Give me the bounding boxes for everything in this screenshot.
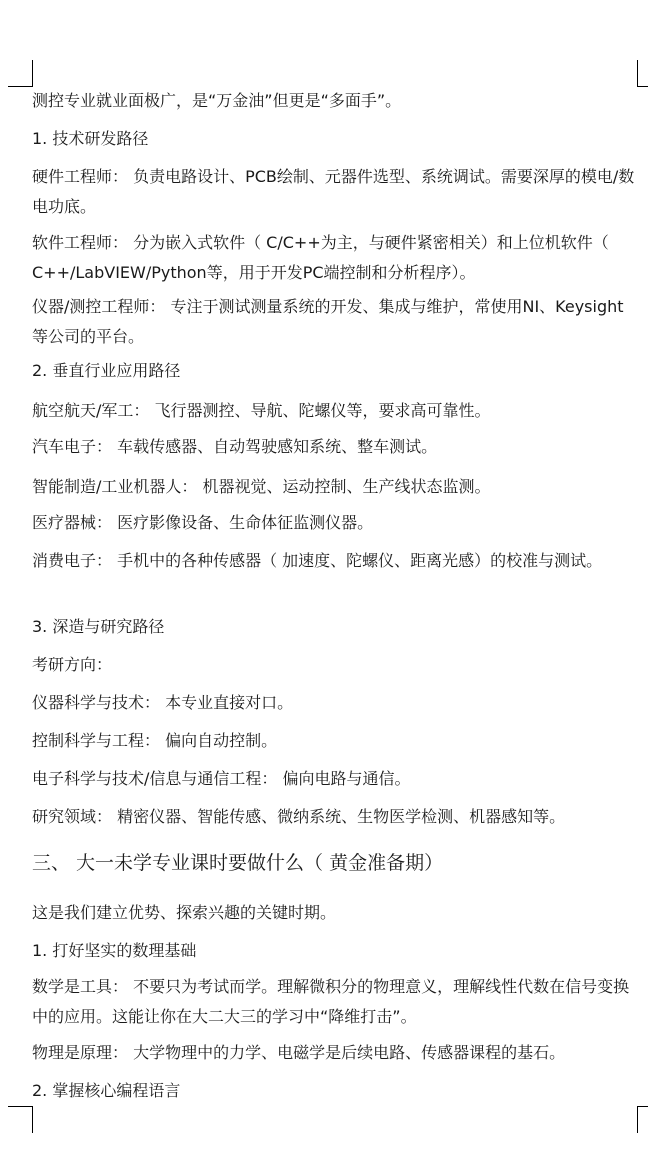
paragraph-aerospace: 航空航天/军工： 飞行器测控、导航、陀螺仪等，要求高可靠性。	[32, 401, 491, 420]
section-heading-vertical-industry: 2. 垂直行业应用路径	[32, 361, 181, 380]
section-heading-programming: 2. 掌握核心编程语言	[32, 1081, 181, 1100]
chapter-heading-freshman-prep: 三、 大一未学专业课时要做什么（ 黄金准备期）	[32, 852, 444, 874]
paragraph-electronic-science: 电子科学与技术/信息与通信工程： 偏向电路与通信。	[32, 769, 411, 788]
paragraph-postgrad-direction: 考研方向：	[32, 655, 113, 674]
paragraph-automotive: 汽车电子： 车载传感器、自动驾驶感知系统、整车测试。	[32, 437, 438, 456]
section-heading-tech-rd: 1. 技术研发路径	[32, 129, 149, 148]
paragraph-consumer-electronics: 消费电子： 手机中的各种传感器（ 加速度、陀螺仪、距离光感）的校准与测试。	[32, 551, 603, 570]
paragraph-control-science: 控制科学与工程： 偏向自动控制。	[32, 731, 278, 750]
paragraph-research-fields: 研究领域： 精密仪器、智能传感、微纳系统、生物医学检测、机器感知等。	[32, 807, 566, 826]
paragraph-math-tool: 数学是工具： 不要只为考试而学。理解微积分的物理意义，理解线性代数在信号变换中的应用。这能让你在大二大三的学习中“降维打击”。	[32, 977, 630, 1026]
paragraph-instrument-engineer: 仪器/测控工程师： 专注于测试测量系统的开发、集成与维护，常使用NI、Keysight 等公司的平台。	[32, 297, 624, 346]
paragraph-physics-principle: 物理是原理： 大学物理中的力学、电磁学是后续电路、传感器课程的基石。	[32, 1043, 566, 1062]
paragraph-instrument-science: 仪器科学与技术： 本专业直接对口。	[32, 693, 294, 712]
page-corner-mark-bottom-right	[637, 1106, 648, 1133]
intro-paragraph: 测控专业就业面极广，是“万金油”但更是“多面手”。	[32, 91, 402, 110]
paragraph-smart-manufacturing: 智能制造/工业机器人： 机器视觉、运动控制、生产线状态监测。	[32, 477, 491, 496]
paragraph-hardware-engineer: 硬件工程师： 负责电路设计、PCB绘制、元器件选型、系统调试。需要深厚的模电/数电功底。	[32, 167, 635, 216]
paragraph-software-engineer: 软件工程师： 分为嵌入式软件（ C/C++为主，与硬件紧密相关）和上位机软件（ C++/LabVIEW/Python等，用于开发PC端控制和分析程序）。	[32, 233, 609, 282]
page-corner-mark-top-right	[637, 60, 648, 87]
section-heading-math-physics: 1. 打好坚实的数理基础	[32, 941, 197, 960]
page-corner-mark-bottom-left	[8, 1106, 33, 1133]
page-corner-mark-top-left	[8, 60, 33, 87]
section-heading-research: 3. 深造与研究路径	[32, 617, 165, 636]
paragraph-medical-devices: 医疗器械： 医疗影像设备、生命体征监测仪器。	[32, 513, 374, 532]
paragraph-key-period: 这是我们建立优势、探索兴趣的关键时期。	[32, 903, 337, 922]
